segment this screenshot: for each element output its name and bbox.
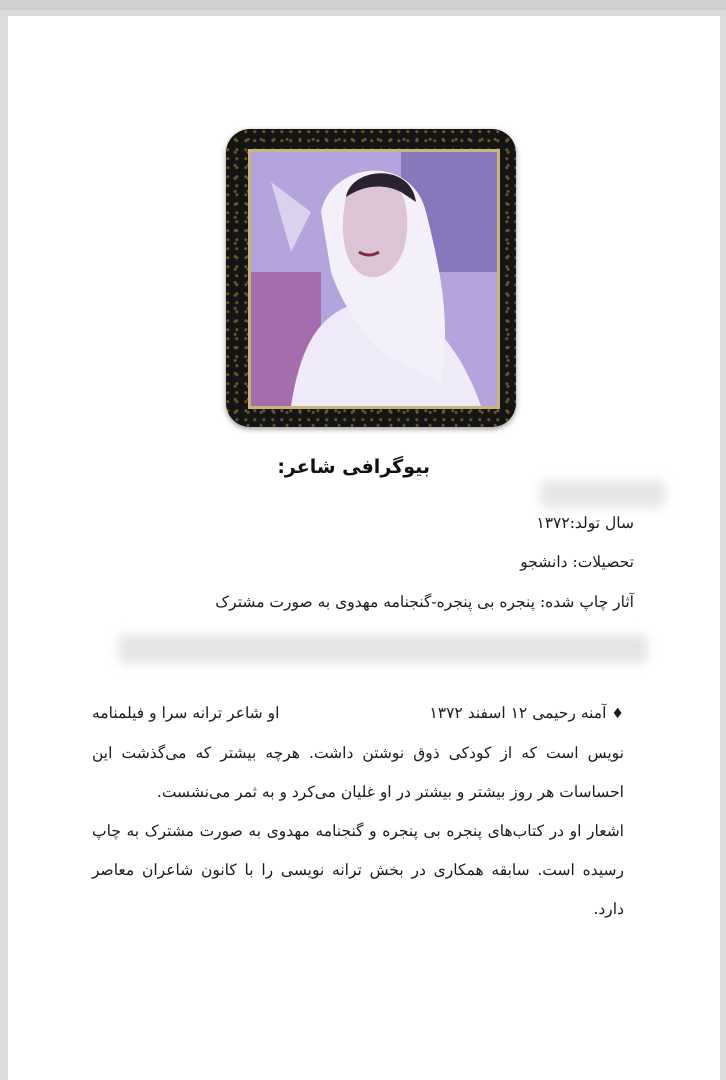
top-bar [0,0,726,10]
document-page [8,16,720,1080]
page-title: بیوگرافی شاعر: [277,456,430,478]
education: تحصیلات: دانشجو [520,553,634,571]
redacted-area [540,480,666,508]
biography-paragraph-2: اشعار او در کتاب‌های پنجره بی پنجره و گنجنامه مهدوی به صورت مشترک به چاپ رسیده است. سابقه همکاری در بخش ترانه نویسی را با کانون شاعران معاصر دارد. [92,822,624,918]
published-works: آثار چاپ شده: پنجره بی پنجره-گنجنامه مهدوی به صورت مشترک [215,593,634,611]
poet-portrait [248,149,500,409]
portrait-frame [226,129,516,427]
biography-paragraph-1: ♦ آمنه رحیمی ۱۲ اسفند ۱۳۷۲او شاعر ترانه سرا و فیلمنامه نویس است که از کودکی ذوق نوشتن داشت. هرچه بیشتر که می‌گذشت این احساسات هر روز بیشتر و بیشتر در او غلیان می‌کرد و به ثمر می‌نشست. [92,704,624,801]
portrait-illustration [251,152,497,406]
bullet-diamond-icon: ♦ [611,706,624,722]
biography-text [92,694,624,929]
redacted-line [118,634,648,664]
birth-year: سال تولد:۱۳۷۲ [536,514,634,532]
